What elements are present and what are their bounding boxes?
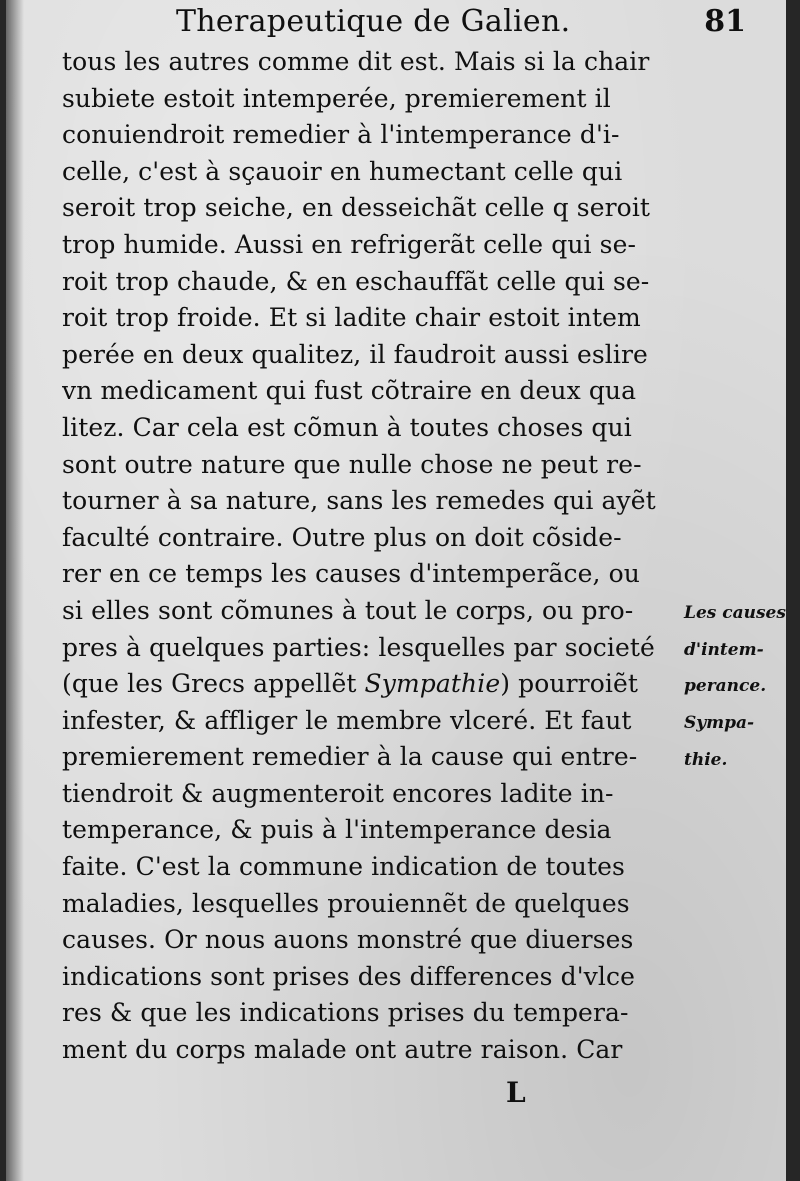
gutter-shadow [6,0,24,1181]
text-line: subiete estoit intemperée, premierement il [62,83,611,113]
margin-note-line: perance. [684,676,767,697]
text-line: pres à quelques parties: lesquelles par societé [62,632,655,662]
text-line: vn medicament qui fust cõtraire en deux qua [62,376,637,406]
text-line: infester, & affliger le membre vlceré. Et faut [62,705,632,735]
margin-note-causes [684,595,784,705]
text-line: maladies, lesquelles prouiennẽt de quelques [62,888,630,918]
text-line: sont outre nature que nulle chose ne peut re- [62,449,642,479]
text-line-sympathie [62,666,682,703]
text-line: si elles sont cõmunes à tout le corps, ou pro- [62,595,634,625]
margin-note-line: Les causes [684,603,786,623]
text-line: roit trop chaude, & en eschauffãt celle qui se- [62,266,650,296]
margin-note-line: thie. [684,749,728,770]
text-line: seroit trop seiche, en desseichãt celle q seroit [62,193,651,223]
text-line: res & que les indications prises du tempera- [62,998,629,1028]
text-line: tiendroit & augmenteroit encores ladite in- [62,778,614,808]
page-number: 81 [704,4,746,39]
text-line: tous les autres comme dit est. Mais si la chair [62,47,650,76]
signature-mark: L [506,1076,526,1109]
text-line: litez. Car cela est cõmun à toutes choses qui [62,412,632,442]
margin-note-line: Sympa- [684,713,755,733]
text-line: ment du corps malade ont autre raison. Car [62,1035,623,1065]
body-text [62,44,682,1069]
text-line: faite. C'est la commune indication de toutes [62,852,625,882]
text-line: celle, c'est à sçauoir en humectant celle qui [62,156,623,186]
text-line: perée en deux qualitez, il faudroit aussi eslire [62,339,648,369]
text-line: indications sont prises des differences d'vlce [62,961,635,991]
text-line: roit trop froide. Et si ladite chair estoit intem [62,303,641,333]
margin-note-sympathie [684,705,784,778]
text-segment: ) pourroiẽt [500,669,638,699]
text-line: temperance, & puis à l'intemperance desia [62,815,612,845]
text-line: causes. Or nous auons monstré que diuerses [62,925,634,955]
italic-term: Sympathie [364,669,501,699]
text-line: trop humide. Aussi en refrigerãt celle qui se- [62,229,637,259]
margin-note-line: d'intem- [684,639,764,660]
text-segment: (que les Grecs appellẽt [62,669,365,699]
text-line: conuiendroit remedier à l'intemperance d'i- [62,120,620,150]
text-line: faculté contraire. Outre plus on doit cõside- [62,522,622,552]
text-line: rer en ce temps les causes d'intemperãce, ou [62,559,640,589]
book-page [6,0,786,1181]
running-title: Therapeutique de Galien. [176,4,571,39]
text-line: premierement remedier à la cause qui entre- [62,742,638,772]
text-line: tourner à sa nature, sans les remedes qui ayẽt [62,486,656,516]
